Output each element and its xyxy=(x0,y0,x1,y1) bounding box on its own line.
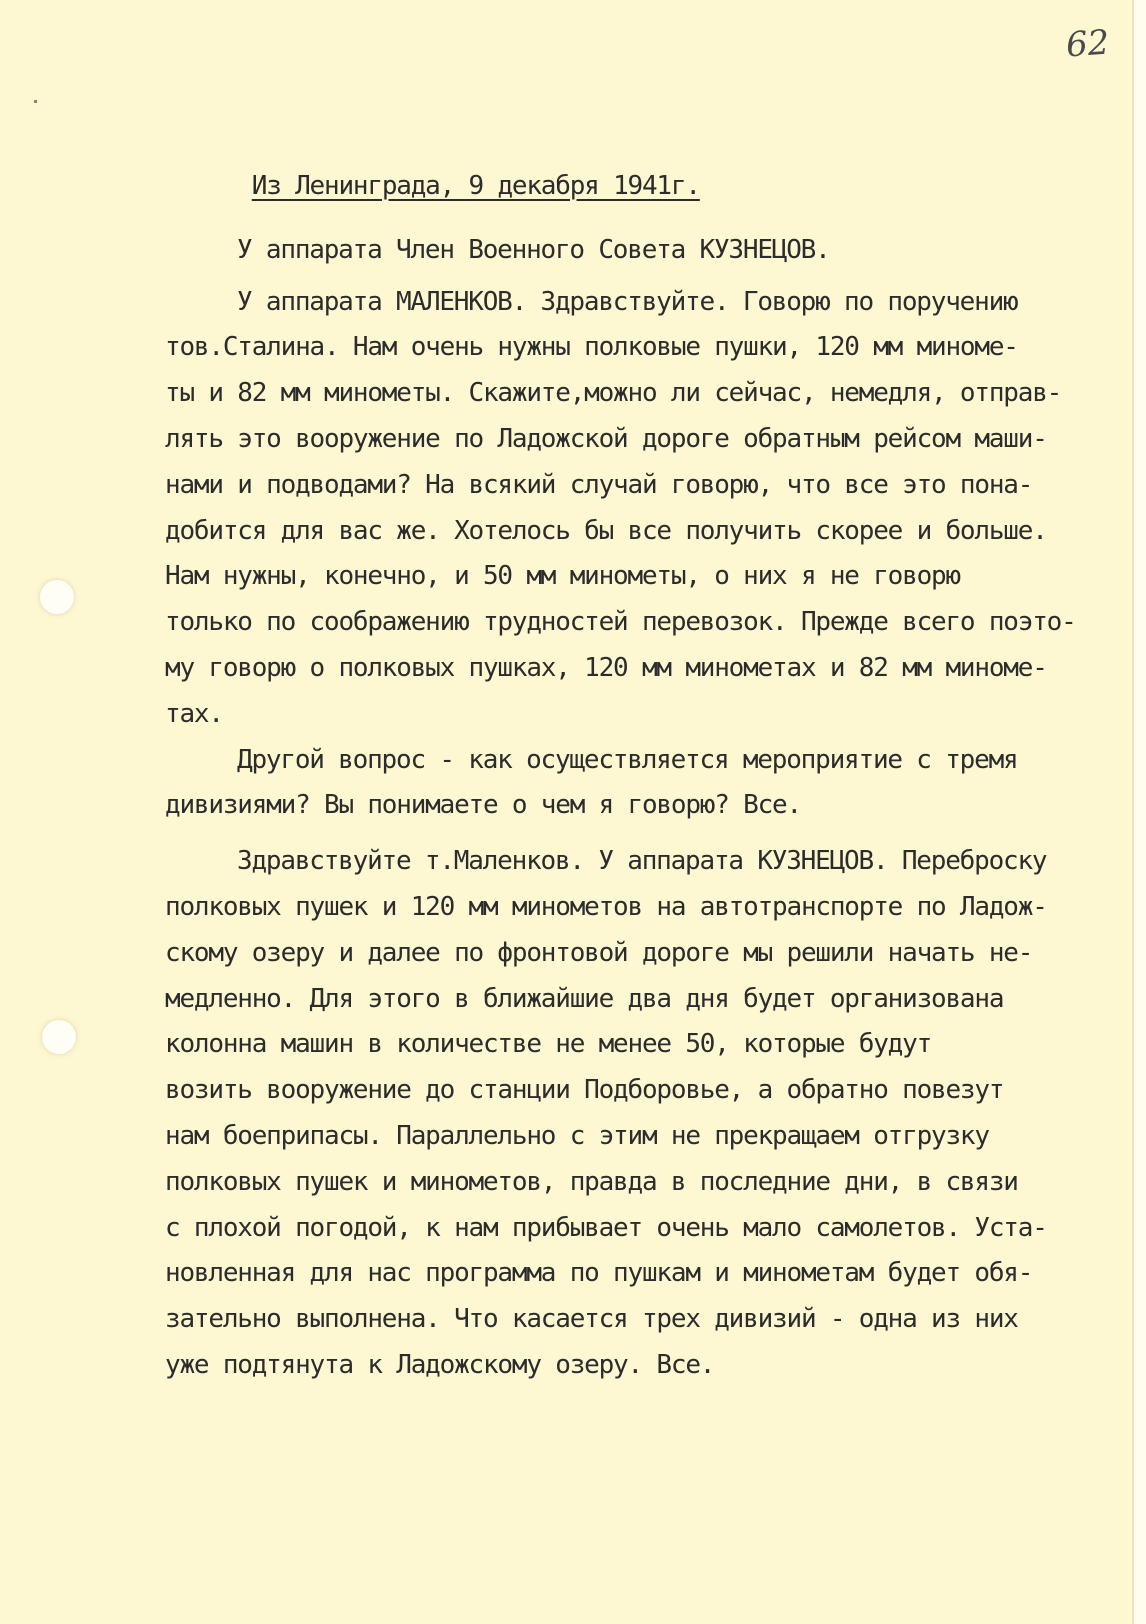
text-line: новленная для нас программа по пушкам и минометам будет обя- xyxy=(165,1258,1033,1289)
punch-hole xyxy=(40,580,74,614)
text-line: скому озеру и далее по фронтовой дороге мы решили начать не- xyxy=(165,937,1033,968)
text-line: лять это вооружение по Ладожской дороге обратным рейсом маши- xyxy=(165,423,1047,454)
text-line: дивизиями? Вы понимаете о чем я говорю? Все. xyxy=(165,790,801,821)
text-line: уже подтянута к Ладожскому озеру. Все. xyxy=(165,1349,715,1380)
text-line: нам боеприпасы. Параллельно с этим не прекращаем отгрузку xyxy=(165,1120,989,1151)
document-heading-line xyxy=(165,118,1115,201)
text-line: Здравствуйте т.Маленков. У аппарата КУЗНЕЦОВ. Переброску xyxy=(237,846,1047,877)
text-line: медленно. Для этого в ближайшие два дня будет организована xyxy=(165,983,1004,1014)
text-line: с плохой погодой, к нам прибывает очень мало самолетов. Уста- xyxy=(165,1212,1047,1243)
text-line: возить вооружение до станции Подборовье, а обратно повезут xyxy=(165,1075,1004,1106)
document-heading: Из Ленинграда, 9 декабря 1941г. xyxy=(251,170,700,201)
text-line: Другой вопрос - как осуществляется мероприятие с тремя xyxy=(237,744,1018,775)
text-line: У аппарата МАЛЕНКОВ. Здравствуйте. Говорю по поручению xyxy=(237,286,1018,317)
text-line: У аппарата Член Военного Совета КУЗНЕЦОВ. xyxy=(237,234,830,265)
text-line: му говорю о полковых пушках, 120 мм минометах и 82 мм миноме- xyxy=(165,652,1047,683)
text-line: Нам нужны, конечно, и 50 мм минометы, о них я не говорю xyxy=(165,561,960,592)
text-line: тах. xyxy=(165,698,223,729)
text-line: колонна машин в количестве не менее 50, которые будут xyxy=(165,1029,932,1060)
punch-hole xyxy=(42,1020,76,1054)
text-line: полковых пушек и 120 мм минометов на автотранспорте по Ладож- xyxy=(165,891,1047,922)
text-line: нами и подводами? На всякий случай говорю, что все это пона- xyxy=(165,469,1033,500)
margin-mark xyxy=(34,100,37,103)
text-line: зательно выполнена. Что касается трех дивизий - одна из них xyxy=(165,1304,1018,1335)
page-number: 62 xyxy=(1064,22,1111,66)
text-line: полковых пушек и минометов, правда в последние дни, в связи xyxy=(165,1166,1018,1197)
document-body xyxy=(165,118,1115,1389)
spacer xyxy=(165,829,1115,839)
text-line: только по соображению трудностей перевозок. Прежде всего поэто- xyxy=(165,607,1076,638)
text-line: тов.Сталина. Нам очень нужны полковые пушки, 120 мм миноме- xyxy=(165,332,1018,363)
text-line: добится для вас же. Хотелось бы все получить скорее и больше. xyxy=(165,515,1047,546)
text-line: ты и 82 мм минометы. Скажите,можно ли сейчас, немедля, отправ- xyxy=(165,378,1062,409)
